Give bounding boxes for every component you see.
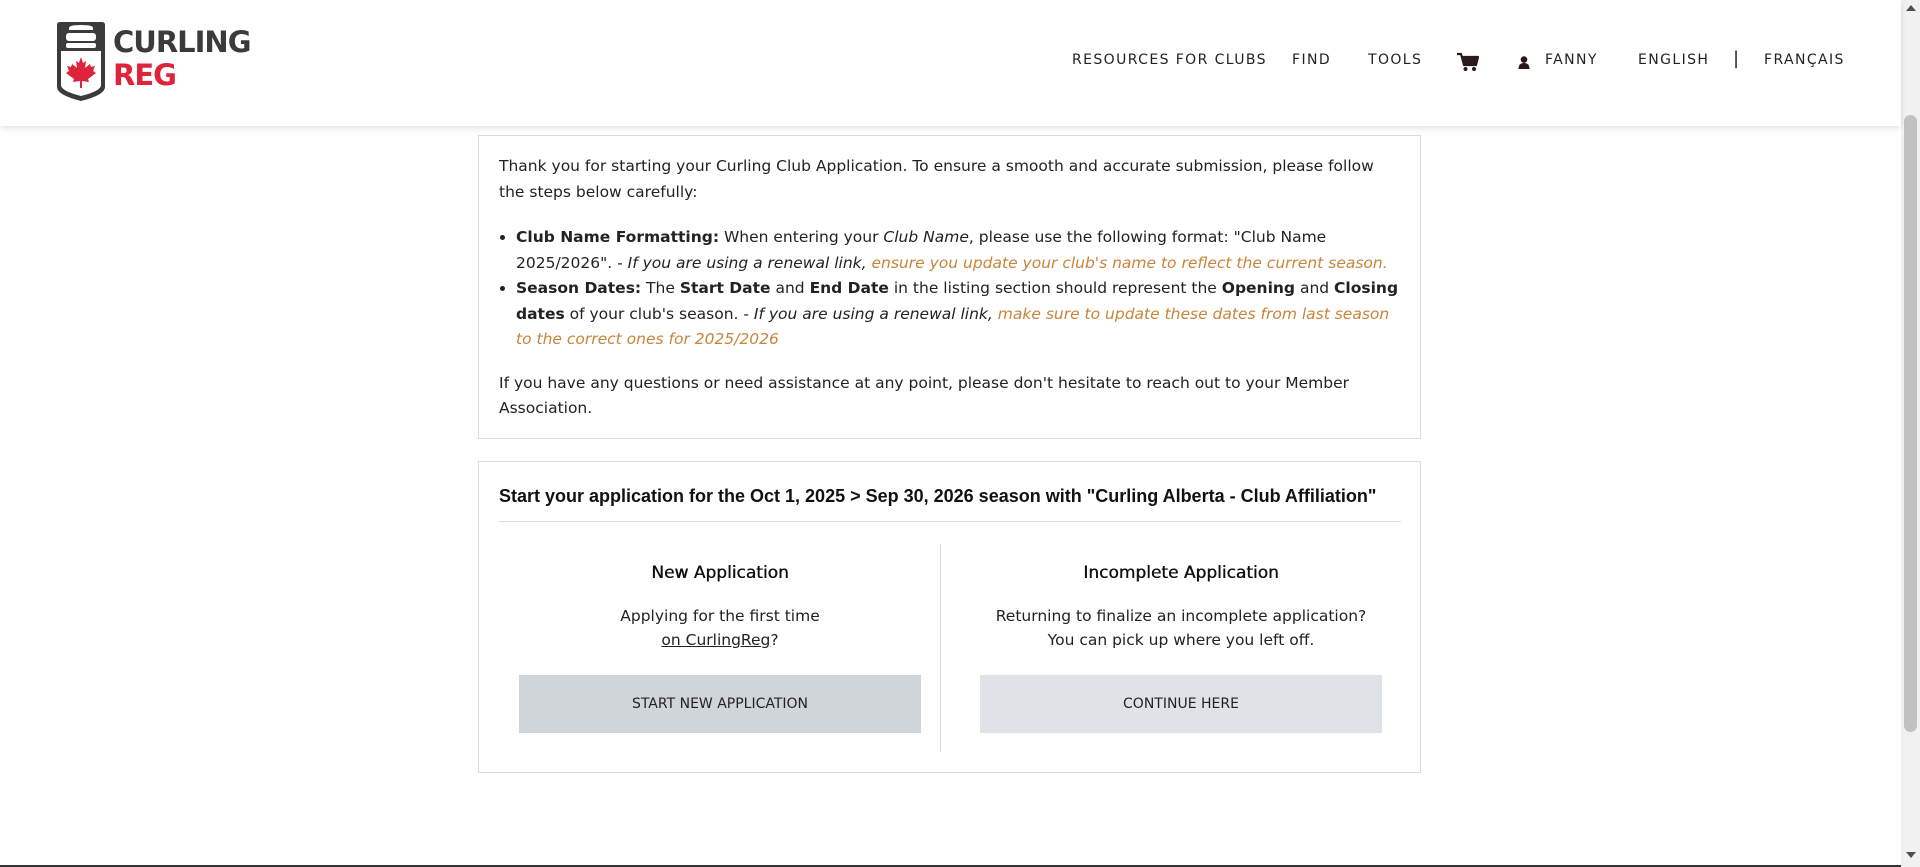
nav-user-account[interactable]: FANNY: [1545, 52, 1598, 68]
nav-language-french[interactable]: FRANÇAIS: [1764, 52, 1845, 68]
language-separator: |: [1733, 48, 1740, 69]
incomplete-application-description: Returning to finalize an incomplete application? You can pick up where you left off.: [995, 607, 1367, 649]
nav-resources-for-clubs[interactable]: RESOURCES FOR CLUBS: [1072, 52, 1267, 68]
curlingreg-link[interactable]: on CurlingReg: [661, 631, 771, 649]
logo-line-curling: CURLING: [113, 25, 251, 59]
shopping-cart-icon[interactable]: [1456, 52, 1480, 76]
continue-here-button[interactable]: CONTINUE HERE: [980, 675, 1382, 733]
nav-language-english[interactable]: ENGLISH: [1638, 52, 1710, 68]
site-header: [0, 0, 1901, 126]
incomplete-application-column: [980, 562, 1382, 652]
nav-tools[interactable]: TOOLS: [1368, 52, 1423, 68]
scroll-thumb[interactable]: [1904, 115, 1917, 732]
maple-leaf-shield-icon: [55, 21, 107, 103]
user-icon[interactable]: [1518, 54, 1530, 73]
instructions-panel: [478, 135, 1421, 439]
intro-text: Thank you for starting your Curling Club Application. To ensure a smooth and accurate submission, please follow the steps below carefully:: [499, 157, 1374, 201]
renewal-note-season-dates: make sure to update these dates from last season to the correct ones for 2025/2026: [516, 304, 1390, 348]
instruction-season-dates: • Season Dates: The Start Date and End Date in the listing section should represent the Opening and Closing dates of your club's season. - If you are using a renewal link, make sure to update these dates from last season to the correct ones for 2025/2026: [516, 276, 1400, 353]
title-divider: [499, 521, 1401, 522]
scroll-down-arrow-icon[interactable]: [1906, 852, 1916, 858]
scroll-up-arrow-icon[interactable]: [1906, 5, 1916, 11]
renewal-note-club-name: ensure you update your club's name to reflect the current season.: [871, 253, 1388, 272]
outro-text: If you have any questions or need assistance at any point, please don't hesitate to reach out to your Member Association.: [499, 373, 1350, 417]
instruction-list: [499, 225, 1400, 353]
nav-find[interactable]: FIND: [1292, 52, 1332, 68]
application-title: Start your application for the Oct 1, 2025 > Sep 30, 2026 season with "Curling Alberta - Club Affiliation": [499, 486, 1377, 506]
logo-line-reg: REG: [113, 58, 176, 92]
page-scrollbar[interactable]: [1901, 0, 1920, 867]
application-panel: [478, 461, 1421, 773]
column-divider: [940, 544, 941, 752]
instruction-club-name: • Club Name Formatting: When entering your Club Name, please use the following format: "Club Name 2025/2026". - If you are using a renewal link, ensure you update your club's name to reflect the current season.: [516, 225, 1400, 276]
new-application-column: [519, 562, 921, 652]
new-application-heading: New Application: [651, 563, 789, 583]
incomplete-application-heading: Incomplete Application: [1083, 563, 1279, 583]
start-new-application-button[interactable]: START NEW APPLICATION: [519, 675, 921, 733]
curlingreg-logo[interactable]: [55, 21, 251, 103]
logo-wordmark: [113, 26, 251, 92]
new-application-description: Applying for the first time on CurlingReg?: [620, 607, 820, 649]
